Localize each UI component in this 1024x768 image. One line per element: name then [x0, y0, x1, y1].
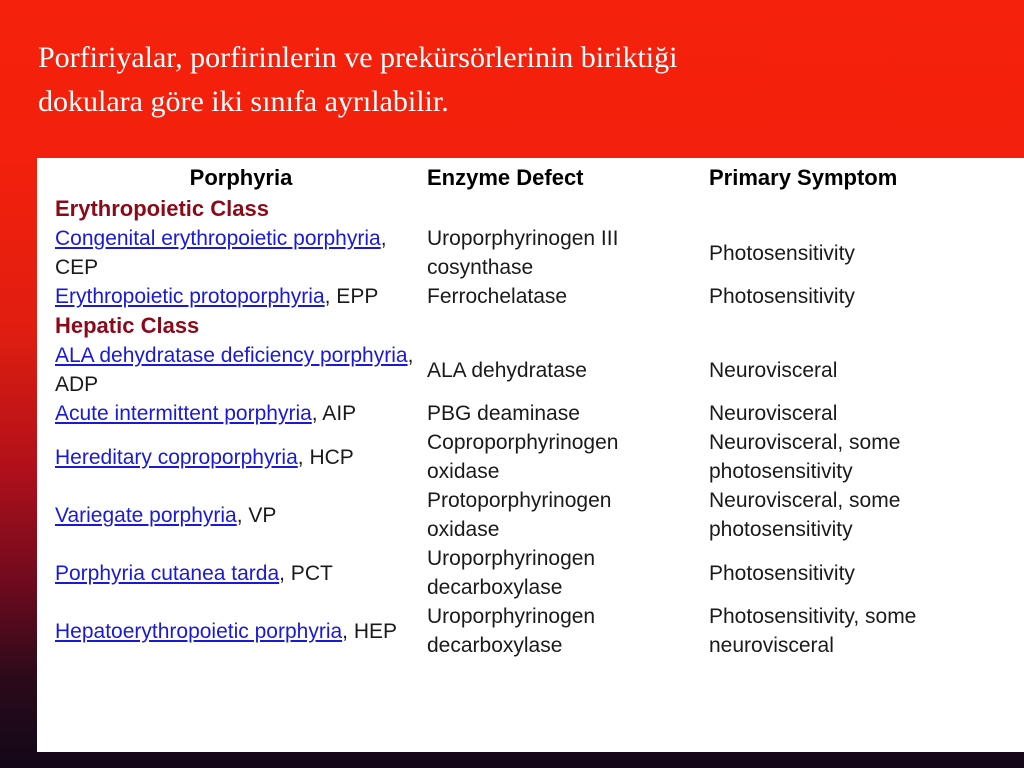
enzyme-line: decarboxylase — [427, 576, 563, 599]
porphyria-abbr: , HCP — [297, 445, 354, 469]
porphyria-link[interactable]: Acute intermittent porphyria — [55, 402, 312, 425]
porphyria-link[interactable]: Hereditary coproporphyria — [55, 445, 298, 469]
table-row — [55, 282, 1009, 311]
porphyria-link[interactable]: Erythropoietic protoporphyria — [55, 285, 325, 308]
porphyria-cell — [55, 428, 427, 486]
porphyria-link[interactable]: ALA dehydratase deficiency porphyria — [55, 344, 408, 367]
slide-title-line-1: Porfiriyalar, porfirinlerin ve prekürsörlerinin biriktiği — [38, 41, 678, 74]
enzyme-line: Uroporphyrinogen — [427, 605, 596, 628]
porphyria-cell — [55, 602, 427, 660]
porphyria-link[interactable]: Porphyria cutanea tarda — [55, 561, 280, 585]
symptom-line: Photosensitivity — [709, 241, 855, 265]
symptom-line: Photosensitivity — [709, 285, 855, 308]
porphyria-table — [55, 160, 1009, 660]
symptom-cell — [709, 428, 1009, 486]
symptom-line: photosensitivity — [709, 518, 853, 541]
symptom-cell — [709, 282, 1009, 311]
enzyme-cell — [427, 282, 709, 311]
enzyme-line: decarboxylase — [427, 634, 563, 657]
symptom-line: Neurovisceral, some — [709, 431, 901, 454]
symptom-cell — [709, 486, 1009, 544]
porphyria-abbr: , PCT — [279, 561, 333, 585]
porphyria-cell — [55, 486, 427, 544]
enzyme-line: oxidase — [427, 460, 500, 483]
table-row — [55, 544, 1009, 602]
hepatic-class-label: Hepatic Class — [55, 313, 200, 338]
enzyme-line: cosynthase — [427, 256, 534, 279]
porphyria-cell — [55, 341, 427, 399]
symptom-line: photosensitivity — [709, 460, 853, 483]
class-row-erythropoietic — [55, 194, 1009, 224]
table-row — [55, 399, 1009, 428]
porphyria-abbr: , VP — [236, 503, 277, 527]
table-row — [55, 602, 1009, 660]
header-porphyria: Porphyria — [189, 164, 293, 190]
table-row — [55, 428, 1009, 486]
enzyme-line: PBG deaminase — [427, 402, 580, 425]
table-row — [55, 224, 1009, 282]
enzyme-line: Coproporphyrinogen — [427, 431, 619, 454]
enzyme-cell — [427, 399, 709, 428]
erythropoietic-class-label: Erythropoietic Class — [55, 196, 269, 221]
porphyria-abbr: , ADP — [55, 344, 414, 396]
enzyme-line: Uroporphyrinogen — [427, 547, 596, 570]
slide-title — [38, 36, 998, 124]
enzyme-cell — [427, 486, 709, 544]
symptom-cell — [709, 399, 1009, 428]
enzyme-cell — [427, 602, 709, 660]
enzyme-line: ALA dehydratase — [427, 358, 587, 382]
symptom-line: Neurovisceral — [709, 358, 838, 382]
porphyria-table-panel — [37, 158, 1024, 752]
enzyme-line: Uroporphyrinogen III — [427, 227, 619, 250]
symptom-cell — [709, 341, 1009, 399]
porphyria-link[interactable]: Variegate porphyria — [55, 503, 237, 527]
porphyria-cell — [55, 544, 427, 602]
symptom-line: Neurovisceral, some — [709, 489, 901, 512]
enzyme-cell — [427, 224, 709, 282]
symptom-cell — [709, 602, 1009, 660]
symptom-line: Photosensitivity — [709, 561, 855, 585]
enzyme-cell — [427, 544, 709, 602]
header-enzyme-defect: Enzyme Defect — [427, 164, 584, 190]
class-row-hepatic — [55, 311, 1009, 341]
porphyria-abbr: , HEP — [342, 619, 398, 643]
enzyme-cell — [427, 341, 709, 399]
porphyria-link[interactable]: Hepatoerythropoietic porphyria — [55, 619, 343, 643]
symptom-cell — [709, 224, 1009, 282]
symptom-line: Neurovisceral — [709, 402, 838, 425]
enzyme-line: Ferrochelatase — [427, 285, 568, 308]
porphyria-link[interactable]: Congenital erythropoietic porphyria — [55, 227, 381, 250]
slide-title-line-2: dokulara göre iki sınıfa ayrılabilir. — [38, 85, 449, 118]
symptom-cell — [709, 544, 1009, 602]
table-row — [55, 341, 1009, 399]
porphyria-abbr: , CEP — [55, 227, 387, 279]
porphyria-abbr: , AIP — [311, 402, 357, 425]
porphyria-cell — [55, 224, 427, 282]
porphyria-abbr: , EPP — [324, 285, 379, 308]
enzyme-line: Protoporphyrinogen — [427, 489, 612, 512]
enzyme-line: oxidase — [427, 518, 500, 541]
symptom-line: neurovisceral — [709, 634, 834, 657]
enzyme-cell — [427, 428, 709, 486]
porphyria-cell — [55, 282, 427, 311]
header-primary-symptom: Primary Symptom — [709, 164, 898, 190]
symptom-line: Photosensitivity, some — [709, 605, 917, 628]
table-row — [55, 486, 1009, 544]
porphyria-cell — [55, 399, 427, 428]
table-header-row — [55, 160, 1009, 194]
